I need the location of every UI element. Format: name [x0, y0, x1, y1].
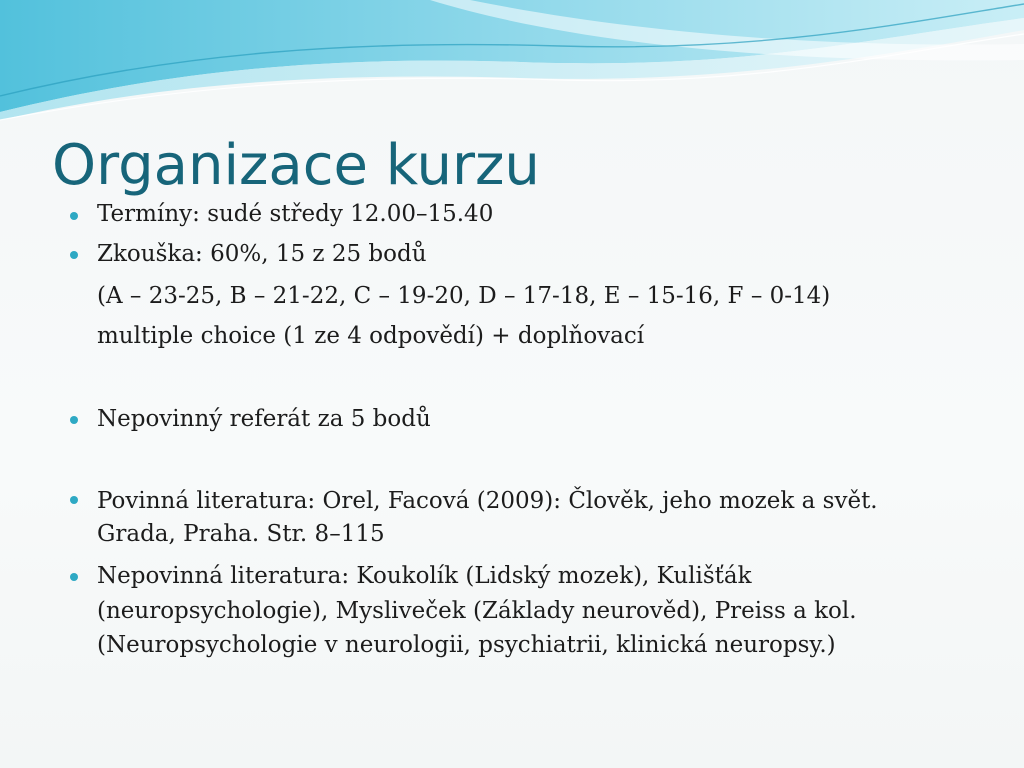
item-referat: Nepovinný referát za 5 bodů [97, 406, 431, 432]
item-nepovinna-literatura: Nepovinná literatura: Koukolík (Lidský mozek), Kulišťák [97, 563, 752, 589]
bullet-icon [70, 573, 78, 581]
item-zkouska: Zkouška: 60%, 15 z 25 bodů [97, 241, 427, 267]
item-terminy: Termíny: sudé středy 12.00–15.40 [97, 201, 494, 227]
grading-scale: (A – 23-25, B – 21-22, C – 19-20, D – 17-18, E – 15-16, F – 0-14) [97, 283, 831, 309]
slide-title: Organizace kurzu [52, 133, 540, 198]
bullet-icon [70, 251, 78, 259]
item-nepovinna-literatura-cont: (neuropsychologie), Mysliveček (Základy neurověd), Preiss a kol. [97, 598, 857, 624]
bullet-icon [70, 496, 78, 504]
bullet-icon [70, 416, 78, 424]
item-povinna-literatura-cont: Grada, Praha. Str. 8–115 [97, 521, 385, 547]
exam-format: multiple choice (1 ze 4 odpovědí) + doplňovací [97, 323, 645, 349]
item-nepovinna-literatura-cont2: (Neuropsychologie v neurologii, psychiatrii, klinická neuropsy.) [97, 632, 836, 658]
item-povinna-literatura: Povinná literatura: Orel, Facová (2009): Člověk, jeho mozek a svět. [97, 488, 878, 514]
bullet-icon [70, 212, 78, 220]
